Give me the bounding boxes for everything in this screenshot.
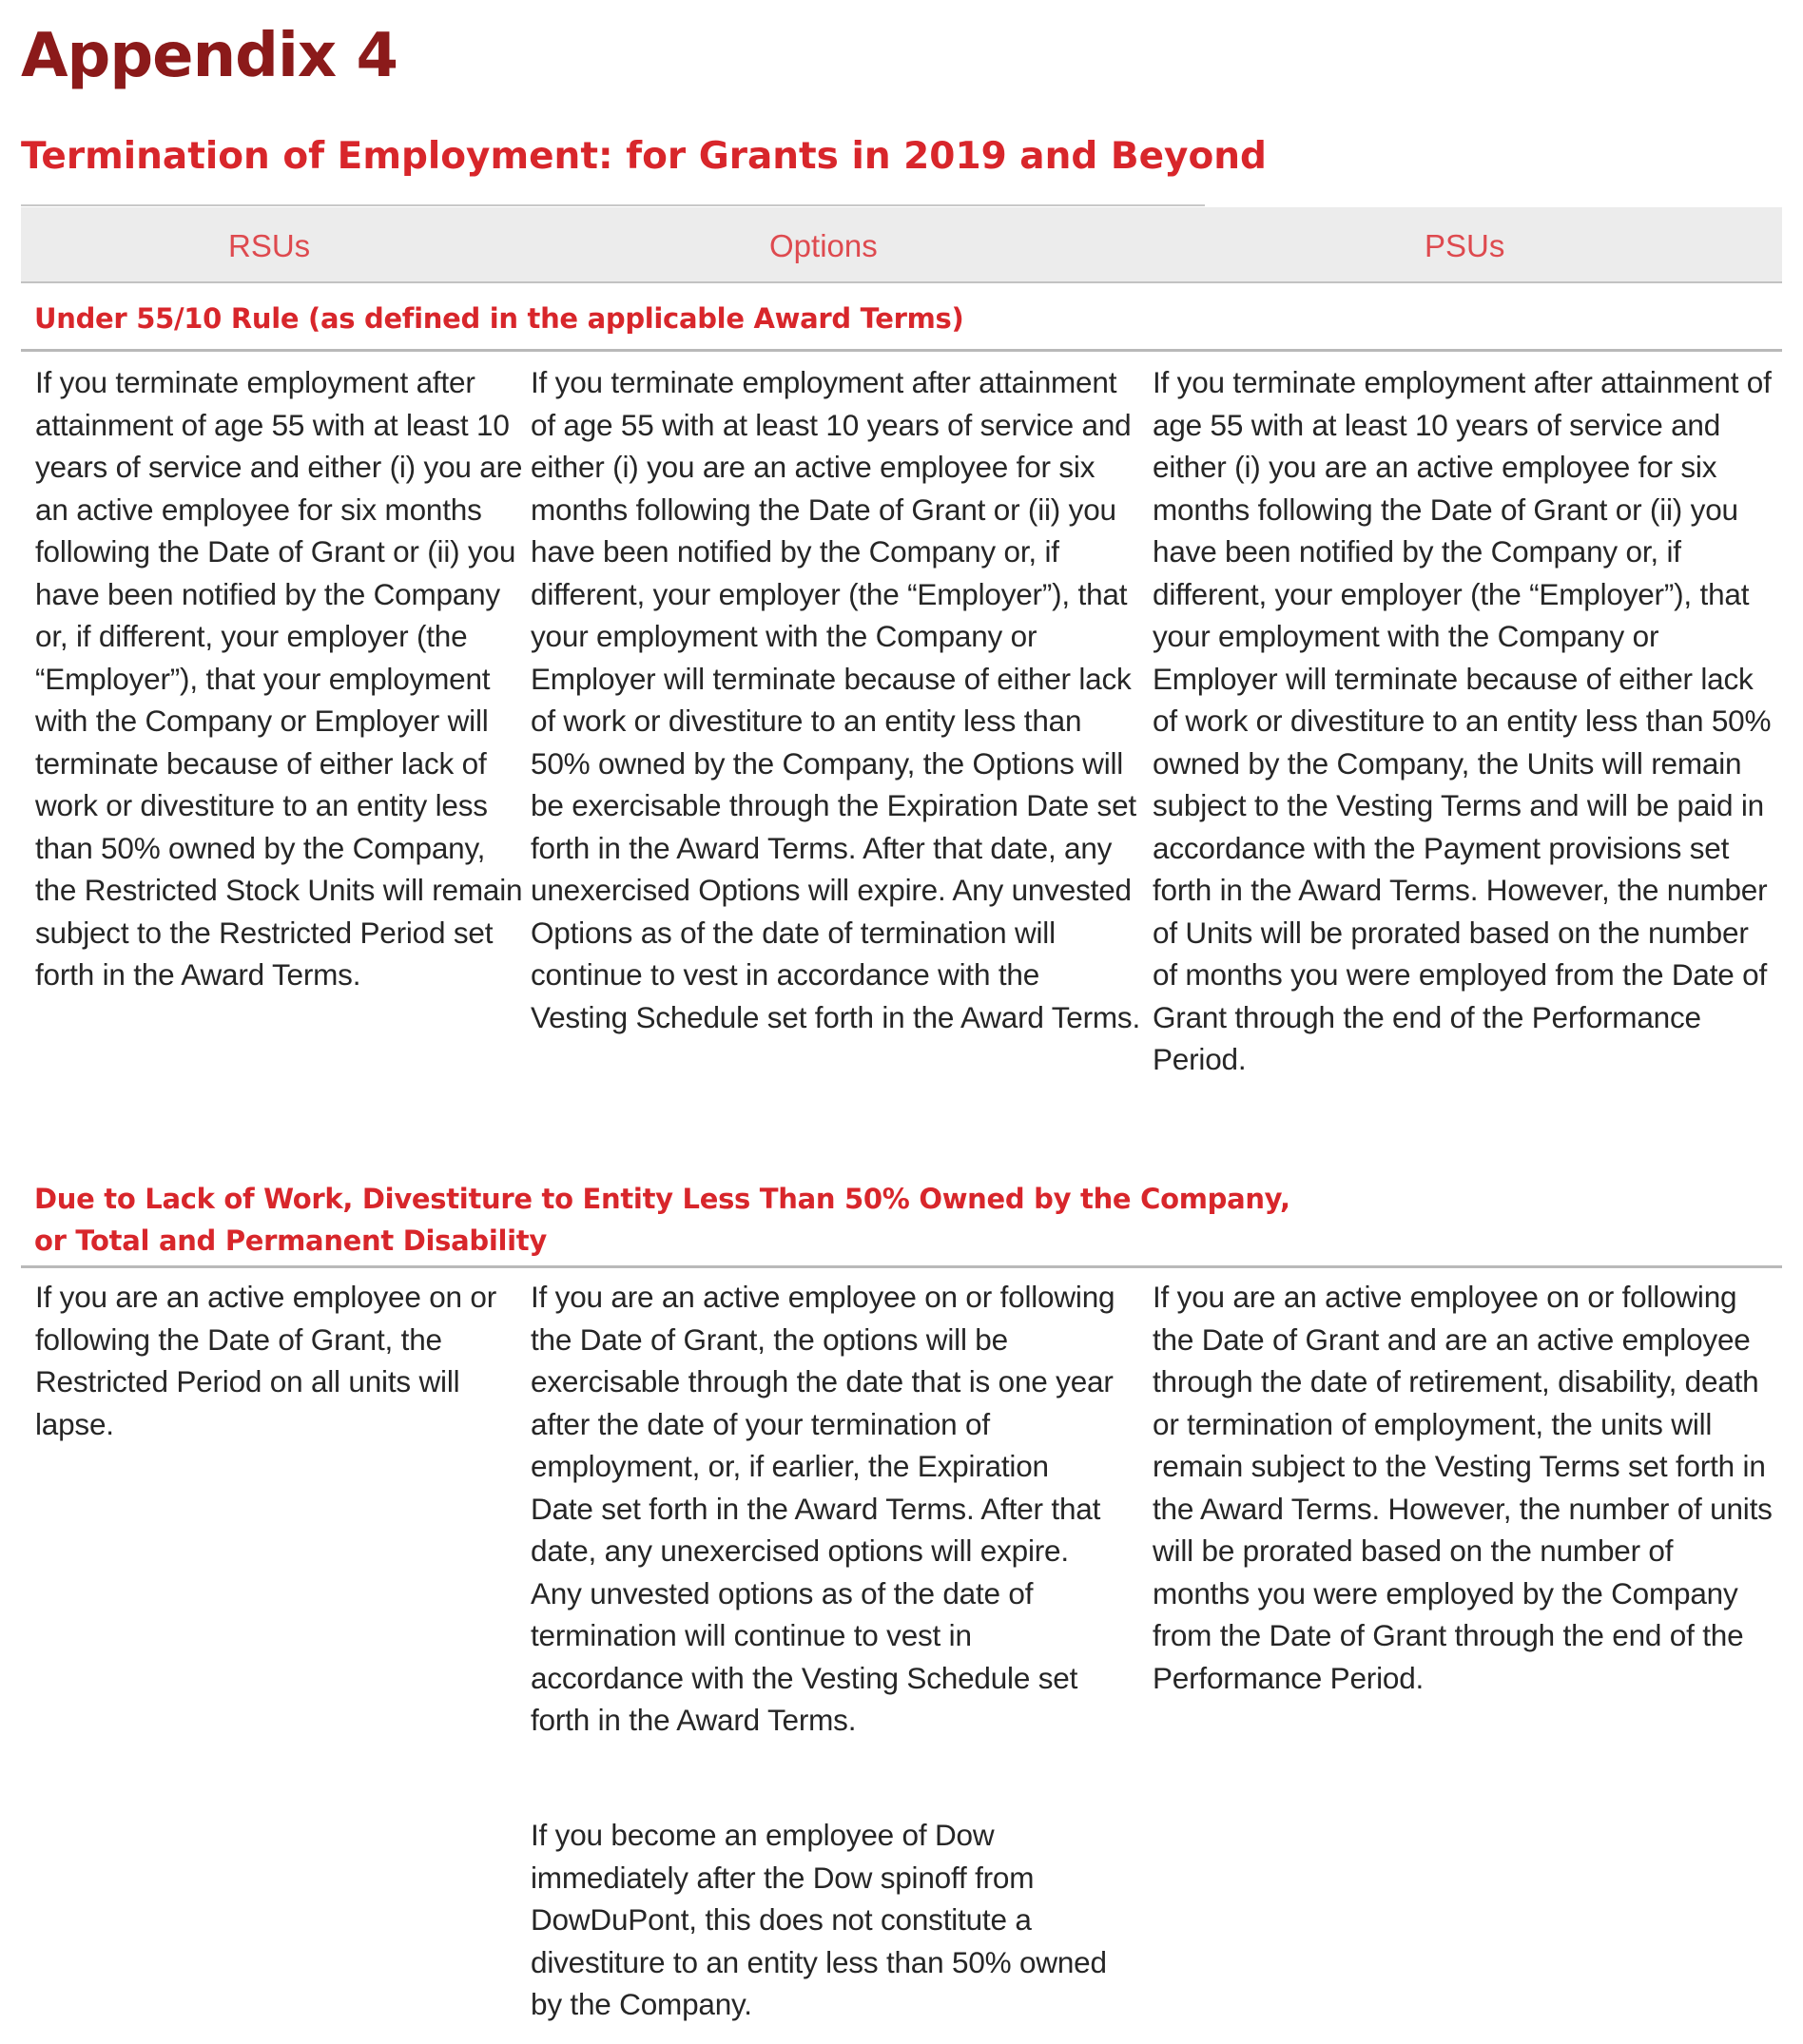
row-divider <box>21 1265 1782 1268</box>
column-header-options: Options <box>769 228 878 263</box>
cell-options-55-10: If you terminate employment after attainment of age 55 with at least 10 years of service and either (i) you are an active employee for six months following the Date of Grant or (ii) you have been notified by the Company or, if different, your employer (the “Employer”), that your employment with the Company or Employer will terminate because of either lack of work or divestiture to an entity less than 50% owned by the Company, the Options will be exercisable through the Expiration Date set forth in the Award Terms. After that date, any unexercised Options will expire. Any unvested Options as of the date of termination will continue to vest in accordance with the Vesting Schedule set forth in the Award Terms. <box>531 365 1141 1034</box>
row-title-lack-of-work <box>34 1178 1290 1262</box>
page-title: Appendix 4 <box>21 21 397 91</box>
cell-psus-lack-of-work: If you are an active employee on or following the Date of Grant and are an active employee through the date of retirement, disability, death or termination of employment, the units will remain subject to the Vesting Terms set forth in the Award Terms. However, the number of units will be prorated based on the number of months you were employed by the Company from the Date of Grant through the end of the Performance Period. <box>1153 1280 1773 1695</box>
row-divider <box>21 349 1782 352</box>
row-title-line-1: Due to Lack of Work, Divestiture to Entity Less Than 50% Owned by the Company, <box>34 1183 1290 1215</box>
section-title: Termination of Employment: for Grants in 2019 and Beyond <box>21 135 1267 178</box>
column-header-psus: PSUs <box>1425 228 1505 263</box>
cell-rsus-lack-of-work: If you are an active employee on or following the Date of Grant, the Restricted Period on all units will lapse. <box>35 1280 497 1441</box>
cell-options-lack-of-work: If you are an active employee on or following the Date of Grant, the options will be exercisable through the date that is one year after the date of your termination of employment, or, if earlier, the Expiration Date set forth in the Award Terms. After that date, any unexercised options will expire. Any unvested options as of the date of termination will continue to vest in accordance with the Vesting Schedule set forth in the Award Terms. <box>531 1280 1115 1737</box>
cell-psus-55-10: If you terminate employment after attainment of age 55 with at least 10 years of service and either (i) you are an active employee for six months following the Date of Grant or (ii) you have been notified by the Company or, if different, your employer (the “Employer”), that your employment with the Company or Employer will terminate because of either lack of work or divestiture to an entity less than 50% owned by the Company, the Units will remain subject to the Vesting Terms and will be paid in accordance with the Payment provisions set forth in the Award Terms. However, the number of Units will be prorated based on the number of months you were employed from the Date of Grant through the end of the Performance Period. <box>1153 365 1772 1076</box>
row-title-line-2: or Total and Permanent Disability <box>34 1224 547 1257</box>
column-header-rsus: RSUs <box>228 228 311 263</box>
title-divider <box>21 204 1205 206</box>
row-title-55-10-rule: Under 55/10 Rule (as defined in the applicable Award Terms) <box>34 302 964 335</box>
table-header <box>21 207 1782 283</box>
cell-options-note: If you become an employee of Dow immediately after the Dow spinoff from DowDuPont, this does not constitute a divestiture to an entity less than 50% owned by the Company. <box>531 1818 1107 2021</box>
cell-rsus-55-10: If you terminate employment after attainment of age 55 with at least 10 years of service and either (i) you are an active employee for six months following the Date of Grant or (ii) you have been notified by the Company or, if different, your employer (the “Employer”), that your employment with the Company or Employer will terminate because of either lack of work or divestiture to an entity less than 50% owned by the Company, the Restricted Stock Units will remain subject to the Restricted Period set forth in the Award Terms. <box>35 365 523 992</box>
